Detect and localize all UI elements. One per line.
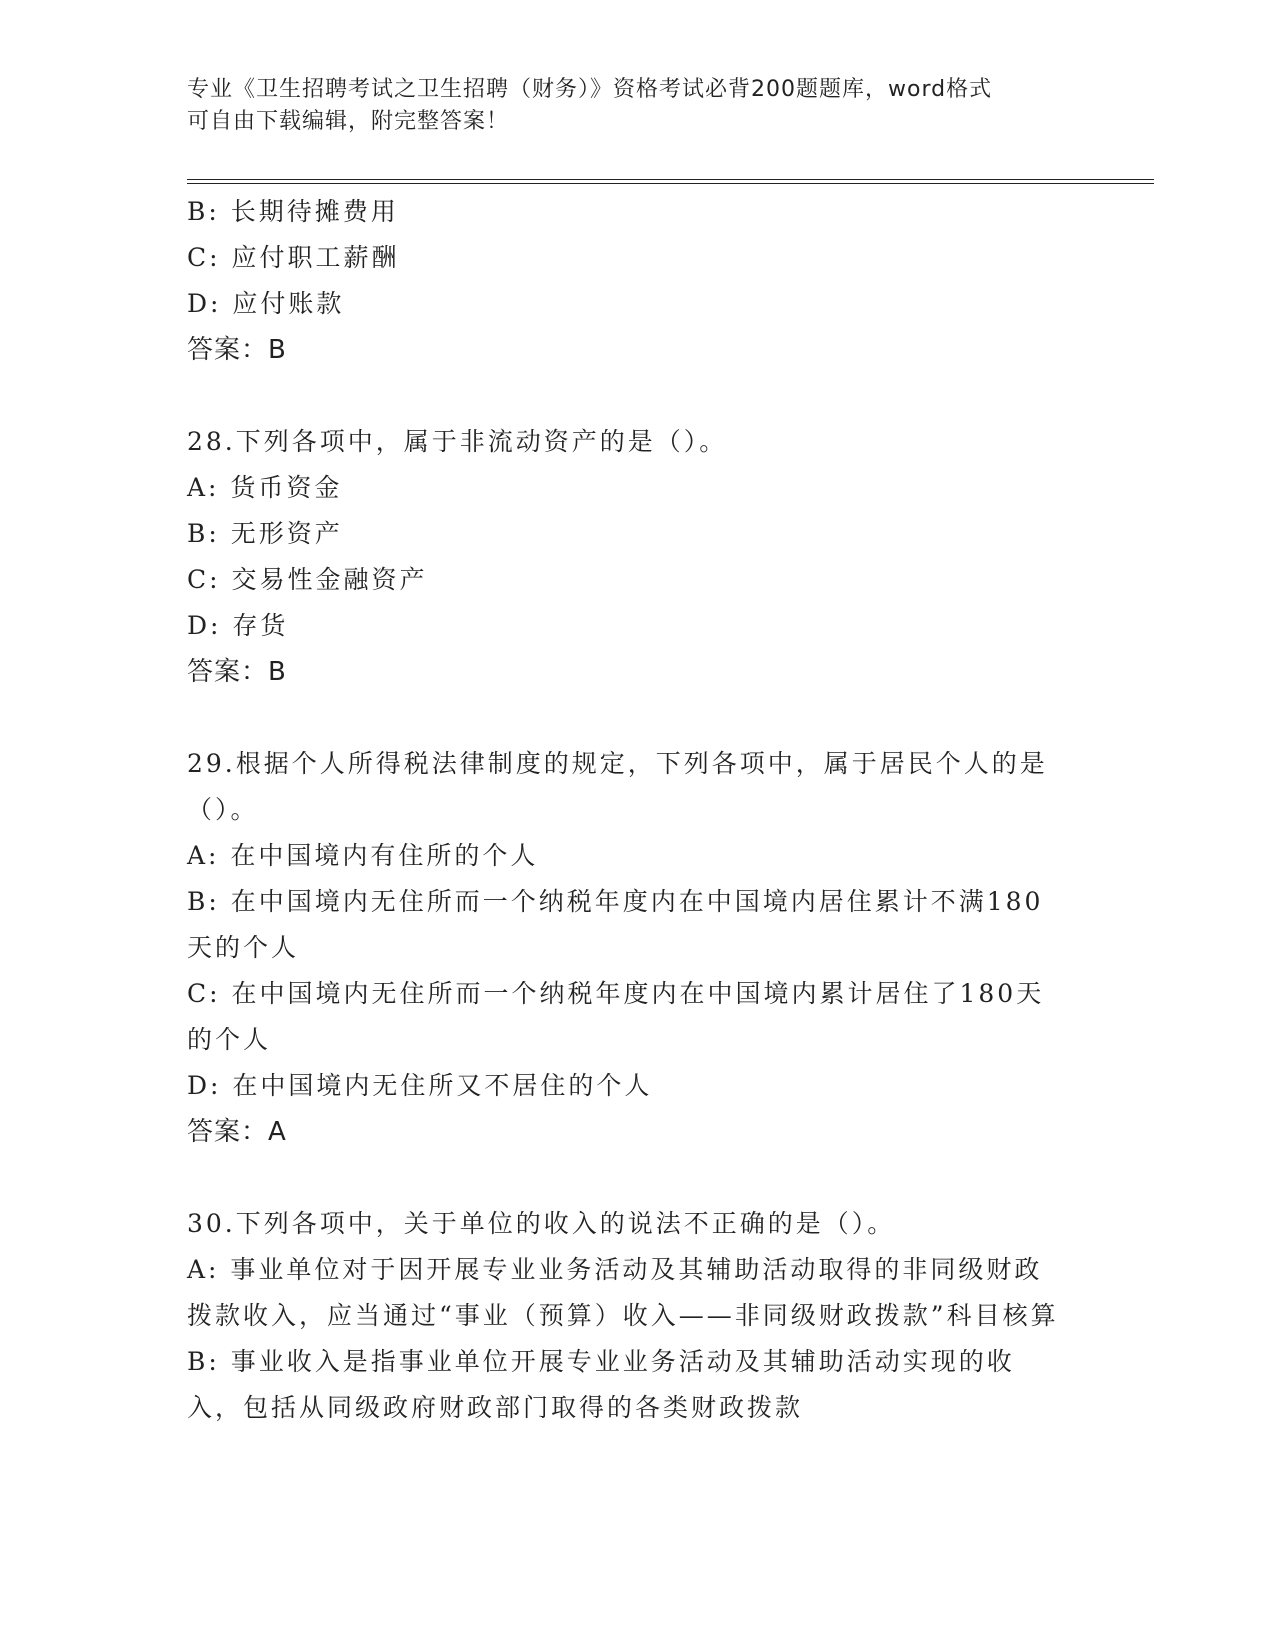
- option-d: D: 存货: [187, 611, 289, 640]
- option-b: B: 无形资产: [187, 519, 343, 548]
- option-c: C: 在中国境内无住所而一个纳税年度内在中国境内累计居住了180天的个人: [187, 979, 1045, 1054]
- header-line-1: 专业《卫生招聘考试之卫生招聘（财务）》资格考试必背200题题库，word格式: [187, 77, 993, 102]
- question-block: [187, 741, 1067, 1155]
- option-a: A: 在中国境内有住所的个人: [187, 841, 539, 870]
- question-text: 28.下列各项中，属于非流动资产的是（）。: [187, 427, 728, 456]
- option-d: D: 应付账款: [187, 289, 345, 318]
- option-b: B: 在中国境内无住所而一个纳税年度内在中国境内居住累计不满180天的个人: [187, 887, 1044, 962]
- answer-line: 答案：B: [187, 335, 287, 365]
- spacer: [187, 1155, 1067, 1201]
- option-c: C: 应付职工薪酬: [187, 243, 400, 272]
- header-line-2: 可自由下载编辑，附完整答案！: [187, 109, 510, 134]
- option-c: C: 交易性金融资产: [187, 565, 428, 594]
- option-a: A: 事业单位对于因开展专业业务活动及其辅助活动取得的非同级财政拨款收入，应当通过“事业（预算）收入——非同级财政拨款”科目核算: [187, 1255, 1059, 1330]
- option-b: B: 长期待摊费用: [187, 197, 399, 226]
- document-header: [187, 74, 1067, 138]
- spacer: [187, 373, 1067, 419]
- question-block: [187, 419, 1067, 695]
- question-text: 30.下列各项中，关于单位的收入的说法不正确的是（）。: [187, 1209, 896, 1238]
- question-list: [187, 189, 1067, 1431]
- option-a: A: 货币资金: [187, 473, 343, 502]
- header-divider-top: [187, 179, 1154, 180]
- question-text: 29.根据个人所得税法律制度的规定，下列各项中，属于居民个人的是（）。: [187, 749, 1048, 824]
- question-block: [187, 1201, 1067, 1431]
- header-divider-bottom: [187, 183, 1154, 184]
- answer-line: 答案：A: [187, 1117, 287, 1147]
- answer-line: 答案：B: [187, 657, 287, 687]
- option-d: D: 在中国境内无住所又不居住的个人: [187, 1071, 653, 1100]
- option-b: B: 事业收入是指事业单位开展专业业务活动及其辅助活动实现的收入，包括从同级政府财政部门取得的各类财政拨款: [187, 1347, 1015, 1422]
- spacer: [187, 695, 1067, 741]
- question-block: [187, 189, 1067, 373]
